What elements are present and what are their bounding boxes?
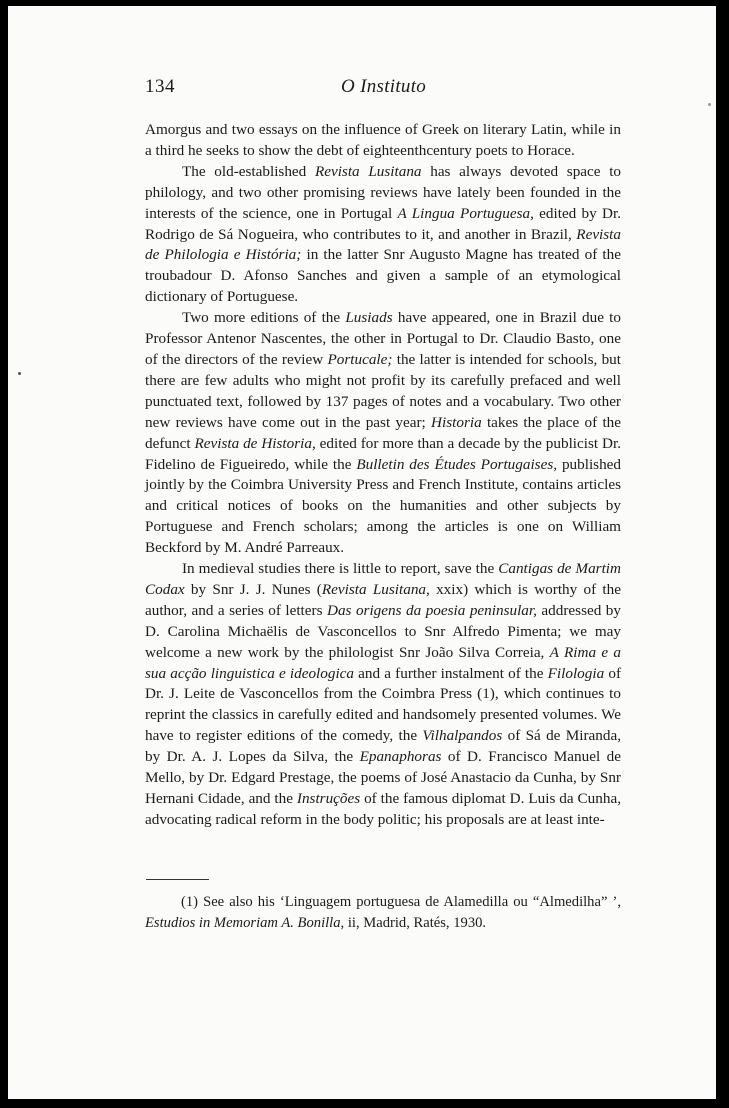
- text-run: Amorgus and two essays on the influence of Greek on literary Latin, while in a third he seeks to show the debt of eighteenthcentury poets to Horace.: [145, 121, 621, 159]
- page-header: [145, 76, 621, 106]
- text-run: (1) See also his ‘Linguagem portuguesa de Alamedilla ou “Almedilha” ’,: [181, 894, 621, 910]
- text-run: edited for more than a decade by the publicist Dr. Fidelino de Figueiredo, while the: [145, 434, 621, 473]
- scan-speck: [18, 372, 21, 375]
- italic-title: Bulletin des Études Portugaises,: [356, 455, 558, 473]
- text-run: addressed by D. Carolina Michaëlis de Vasconcellos to Snr Alfredo Pimenta; we may welcome a new work by the philologist Snr João Silva Correia,: [145, 601, 621, 661]
- text-run: of Sá de Miranda, by Dr. A. J. Lopes da Silva, the: [145, 727, 621, 766]
- text-run: ii, Madrid, Ratés, 1930.: [344, 914, 487, 931]
- italic-title: Cantigas de Martim Codax: [145, 560, 621, 598]
- italic-title: Revista de Philologia e História;: [145, 225, 621, 264]
- italic-title: Das origens da poesia peninsular,: [326, 601, 537, 619]
- text-run: edited by Dr. Rodrigo de Sá Nogueira, who contributes to it, and another in Brazil,: [145, 204, 622, 243]
- text-run: by Snr J. J. Nunes (: [184, 580, 322, 598]
- text-run: of Dr. J. Leite de Vasconcellos from the Coimbra Press (1), which continues to reprint the classics in carefully edited and handsomely presented volumes. We have to register editions of the comedy, the: [145, 664, 622, 745]
- text-run: has always devoted space to philology, and two other promising reviews have lately been founded in the interests of the science, one in Portugal: [145, 162, 622, 222]
- text-run: The old-established: [182, 162, 315, 180]
- text-run: xxix) which is worthy of the author, and a series of letters: [145, 580, 621, 619]
- italic-title: A Rima e a sua acção linguistica e ideologica: [145, 643, 621, 682]
- footnote-rule: [146, 879, 209, 880]
- italic-title: A Lingua Portuguesa,: [397, 204, 534, 222]
- text-run: and a further instalment of the: [354, 664, 548, 682]
- running-head: O Instituto: [341, 76, 427, 97]
- italic-title: Estudios in Memoriam A. Bonilla,: [145, 914, 345, 931]
- italic-title: Epanaphoras: [359, 748, 442, 766]
- text-run: Two more editions of the: [182, 309, 346, 327]
- footnote: [145, 892, 621, 934]
- italic-title: Revista Lusitana,: [321, 580, 430, 598]
- italic-title: Vilhalpandos: [422, 727, 503, 745]
- text-run: of D. Francisco Manuel de Mello, by Dr. Edgard Prestage, the poems of José Anastacio da Cunha, by Snr Hernani Cidade, and the: [145, 748, 621, 807]
- text-run: in the latter Snr Augusto Magne has treated of the troubadour D. Afonso Sanches and given a sample of an etymological dictionary of Portuguese.: [145, 246, 621, 306]
- text-run: of the famous diplomat D. Luis da Cunha, advocating radical reform in the body politic; his proposals are at least inte-: [145, 790, 621, 828]
- italic-title: Instruções: [296, 790, 361, 807]
- italic-title: Lusiads: [345, 309, 393, 327]
- paragraph-1: [145, 120, 621, 162]
- text-run: takes the place of the defunct: [145, 413, 621, 452]
- paragraph-3: [145, 308, 621, 559]
- text-run: have appeared, one in Brazil due to Professor Antenor Nascentes, the other in Portugal to Dr. Claudio Basto, one of the directors of the review: [145, 309, 621, 368]
- footnote-text: [145, 892, 621, 934]
- text-run: published jointly by the Coimbra University Press and French Institute, contains articles and critical notices of books on the humanities and other subjects by Portuguese and French scholars; among the articles is one on William Beckford by M. André Parreaux.: [145, 455, 622, 557]
- italic-title: Revista Lusitana: [314, 162, 422, 180]
- italic-title: Portucale;: [327, 350, 393, 368]
- paragraph-2: [145, 162, 621, 308]
- text-run: the latter is intended for schools, but there are few adults who might not profit by its carefully prefaced and well punctuated text, followed by 137 pages of notes and a vocabulary. Two other new reviews have come out in the past year;: [145, 350, 621, 431]
- italic-title: Revista de Historia,: [194, 434, 316, 452]
- text-run: In medieval studies there is little to report, save the: [182, 560, 499, 578]
- italic-title: Filologia: [547, 664, 605, 682]
- italic-title: Historia: [431, 413, 482, 431]
- page-number: 134: [145, 76, 175, 97]
- body-text: [145, 120, 621, 831]
- book-page: [8, 6, 716, 1099]
- paragraph-4: [145, 559, 621, 831]
- scan-speck: [708, 103, 711, 106]
